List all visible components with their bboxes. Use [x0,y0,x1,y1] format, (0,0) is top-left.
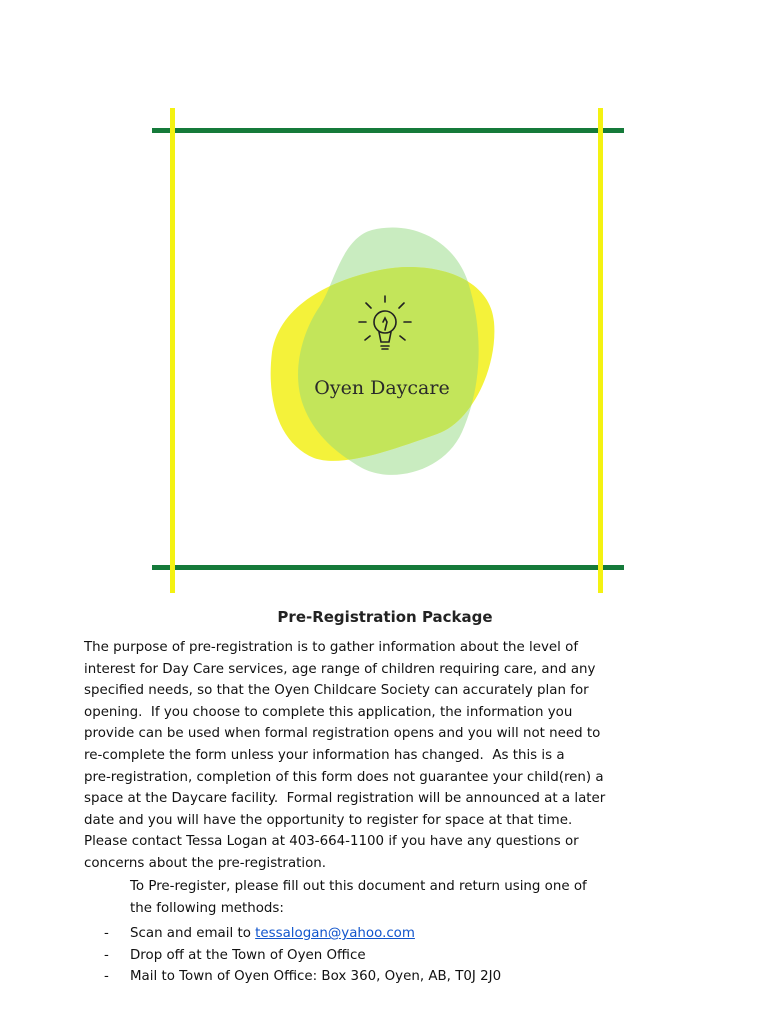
paragraph-line: re-complete the form unless your information has changed. As this is a [84,747,565,763]
purpose-paragraph [84,637,684,875]
paragraph-line: space at the Daycare facility. Formal registration will be announced at a later [84,791,606,807]
instruction-line: To Pre-register, please fill out this document and return using one of [130,879,587,894]
paragraph-line: concerns about the pre-registration. [84,855,327,871]
method-mail: Mail to Town of Oyen Office: Box 360, Oyen, AB, T0J 2J0 [130,969,502,985]
paragraph-line: interest for Day Care services, age range of children requiring care, and any [84,661,596,677]
instruction-line: the following methods: [130,900,284,916]
return-methods-list [104,923,704,988]
method-scan [130,923,415,945]
list-bullet: - [104,947,109,963]
document-title: Pre-Registration Package [277,608,493,626]
paragraph-line: Please contact Tessa Logan at 403-664-1100 if you have any questions or [84,834,579,850]
list-bullet: - [104,969,109,985]
instructions [130,876,690,919]
list-item [104,966,704,988]
method-scan-text: Scan and email to [130,926,256,941]
frame-bottom-line [152,565,624,570]
paragraph-line: pre-registration, completion of this form does not guarantee your child(ren) a [84,769,604,785]
paragraph-line: specified needs, so that the Oyen Childcare Society can accurately plan for [84,683,589,699]
logo-brand-name: Oyen Daycare [314,377,450,399]
list-item [104,923,704,945]
email-link[interactable]: tessalogan@yahoo.com [255,926,415,941]
list-bullet: - [104,926,109,941]
daycare-logo [262,222,502,482]
frame-top-line [152,128,624,133]
frame-left-line [170,108,175,593]
list-item [104,945,704,967]
paragraph-line: The purpose of pre-registration is to gather information about the level of [84,640,579,655]
frame-right-line [598,108,603,593]
paragraph-line: date and you will have the opportunity to register for space at that time. [84,812,573,828]
paragraph-line: provide can be used when formal registration opens and you will not need to [84,726,601,742]
method-drop-off: Drop off at the Town of Oyen Office [130,947,366,963]
paragraph-line: opening. If you choose to complete this application, the information you [84,704,573,720]
